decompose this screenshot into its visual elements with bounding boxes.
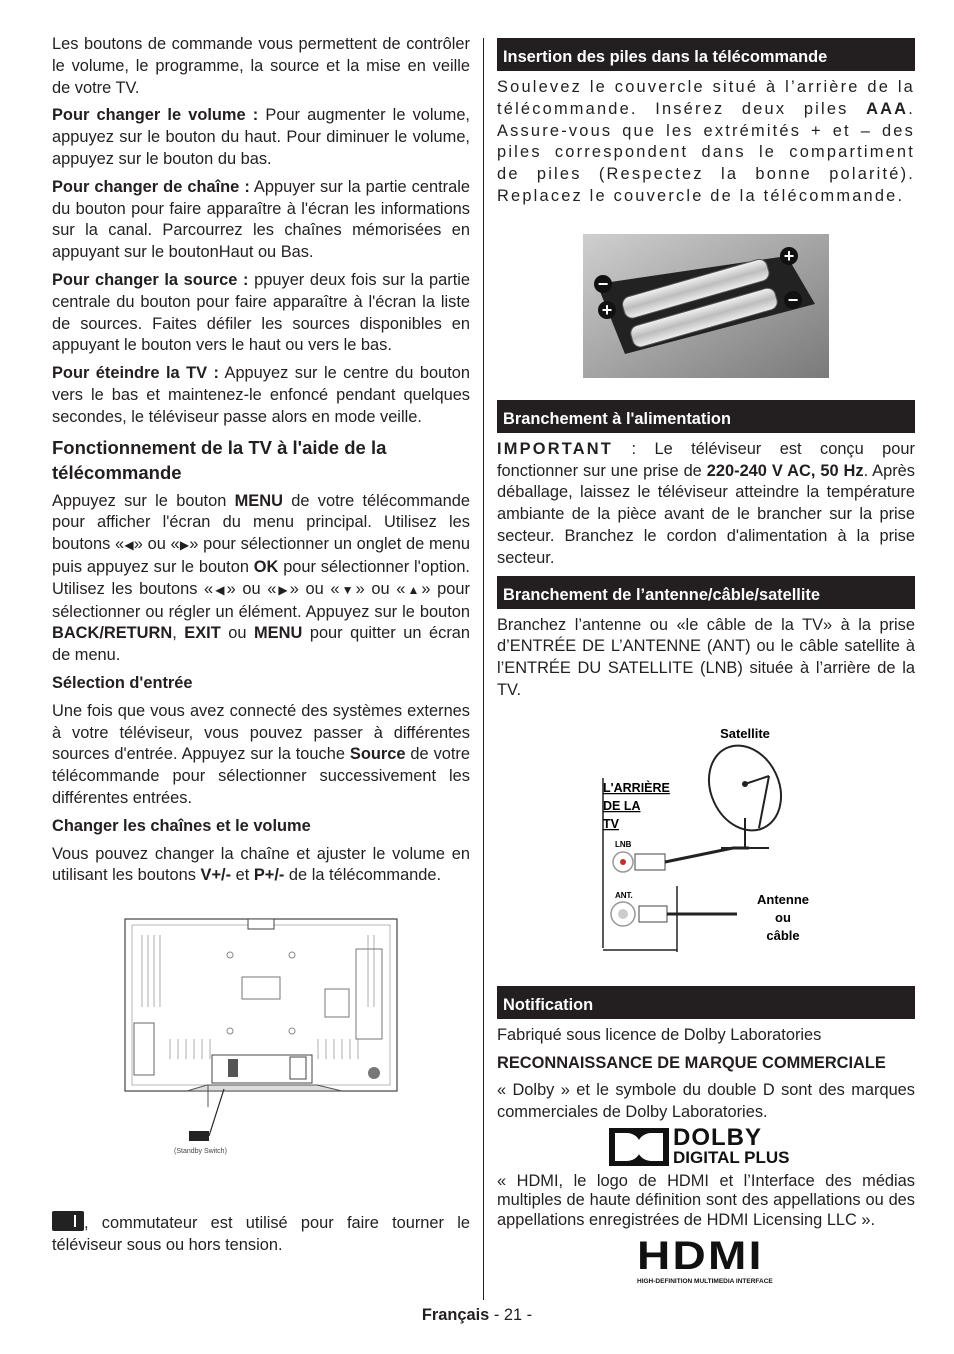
battery-illustration <box>497 234 915 384</box>
right-column <box>497 38 915 1290</box>
standby-switch-label: (Standby Switch) <box>174 1148 227 1156</box>
plus-icon: + <box>601 299 613 320</box>
power-switch-icon <box>52 1211 84 1231</box>
switch-paragraph: , commutateur est utilisé pour faire tourner le téléviseur sous ou hors tension. <box>52 1211 470 1257</box>
antenna-connection-diagram <box>497 718 915 978</box>
dolby-logo <box>609 1123 809 1168</box>
trademark-heading: RECONNAISSANCE DE MARQUE COMMERCIALE <box>497 1053 886 1072</box>
column-divider <box>483 38 484 1300</box>
dolby-trademark-text: « Dolby » et le symbole du double D sont des marques commerciales de Dolby Laboratories. <box>497 1081 915 1122</box>
rear-tv-label-2: DE LA <box>603 798 641 813</box>
battery-figure <box>497 234 915 384</box>
footer-page-number: - 21 - <box>489 1306 533 1324</box>
battery-section-header: Insertion des piles dans la télécommande <box>497 38 915 71</box>
menu-paragraph: Appuyez sur le bouton MENU de votre télécommande pour afficher l'écran du menu principal. Utilisez les boutons «◀» ou «▶» pour sélectionner un onglet de menu puis appuyez sur le bouton OK pour sélectionner l'option. Utilisez les boutons «◀» ou «▶» ou «▼» ou «▲» pour sélectionner ou régler un élément. Appuyez sur le bouton BACK/RETURN, EXIT ou MENU pour quitter un écran de menu. <box>52 491 471 665</box>
antenna-label-1: Antenne <box>757 891 809 907</box>
ant-port-label: ANT. <box>615 890 633 900</box>
plus-icon: + <box>783 245 795 266</box>
channel-volume-paragraph: Vous pouvez changer la chaîne et ajuster le volume en utilisant les boutons V+/- et P+/- de la télécommande. <box>52 844 470 885</box>
channel-paragraph: Pour changer de chaîne : Appuyer sur la partie centrale du bouton pour faire apparaître à l'écran les informations sur la canal. Parcourrez les chaînes mémorisées en appuyant sur le boutonHaut ou Bas. <box>52 177 470 262</box>
notification-section-header: Notification <box>497 986 915 1019</box>
intro-paragraph: Les boutons de commande vous permettent de contrôler le volume, le programme, la source et la mise en veille de votre TV. <box>52 35 470 97</box>
lnb-port-label: LNB <box>615 839 632 849</box>
page-footer <box>0 1306 954 1325</box>
antenna-label-3: câble <box>766 927 800 943</box>
antenna-paragraph: Branchez l’antenne ou «le câble de la TV» à la prise d’ENTRÉE DE L’ANTENNE (ANT) ou le câble satellite à l’ENTRÉE DU SATELLITE (LNB) située à l’arrière de la TV. <box>497 615 915 699</box>
left-column <box>52 34 470 1263</box>
double-d-icon <box>609 1128 669 1166</box>
battery-paragraph: Soulevez le couvercle situé à l’arrière de la télécommande. Insérez deux piles AAA. Assure-vous que les extrémités + et – des piles correspondent dans le compartiment de piles (Respectez la bonne polarité). Replacez le couvercle de la télécommande. <box>497 78 915 205</box>
volume-paragraph: Pour changer le volume : Pour augmenter le volume, appuyez sur le bouton du haut. Pour diminuer le volume, appuyez sur le bouton du bas. <box>52 106 470 168</box>
tv-rear-illustration <box>52 911 470 1211</box>
dolby-license-text: Fabriqué sous licence de Dolby Laboratories <box>497 1025 822 1044</box>
remote-heading: Fonctionnement de la TV à l'aide de la télécommande <box>52 436 387 483</box>
left-arrow-icon: ◀ <box>213 582 227 597</box>
hdmi-logo <box>637 1236 777 1290</box>
power-off-paragraph: Pour éteindre la TV : Appuyez sur le centre du bouton vers le bas et maintenez-le enfoncé pendant quelques secondes, le téléviseur passe alors en mode veille. <box>52 364 470 426</box>
dolby-wordmark: DOLBY <box>673 1123 762 1151</box>
input-selection-paragraph: Une fois que vous avez connecté des systèmes externes à votre téléviseur, vous pouvez passer à différentes sources d'entrée. Appuyez sur la touche Source de votre télécommande pour sélectionner successivement les différentes entrées. <box>52 701 471 807</box>
up-arrow-icon: ▲ <box>405 582 422 597</box>
input-selection-heading: Sélection d'entrée <box>52 673 193 692</box>
hdmi-tagline: HIGH-DEFINITION MULTIMEDIA INTERFACE <box>637 1278 773 1286</box>
antenna-diagram <box>497 718 915 978</box>
rear-tv-label-3: TV <box>603 816 619 831</box>
antenna-section-header: Branchement de l’antenne/câble/satellite <box>497 576 915 609</box>
dolby-digital-plus: DIGITAL PLUS <box>673 1147 790 1167</box>
down-arrow-icon: ▼ <box>339 582 356 597</box>
source-paragraph: Pour changer la source : ppuyer deux fois sur la partie centrale du bouton pour faire apparaître à l'écran la liste de sources. Faites défiler les sources disponibles en appuyant le bouton vers le haut ou vers le bas. <box>52 270 470 355</box>
rear-tv-label-1: L'ARRIÈRE <box>603 780 670 795</box>
footer-language: Français <box>421 1306 490 1324</box>
minus-icon: − <box>787 289 799 310</box>
hdmi-wordmark: HDMI <box>637 1234 764 1279</box>
tv-rear-figure <box>52 911 470 1211</box>
power-section-header: Branchement à l'alimentation <box>497 400 915 433</box>
hdmi-trademark-text: « HDMI, le logo de HDMI et l’Interface des médias multiples de haute définition sont des appellations ou des appellations enregistrées de HDMI Licensing LLC ». <box>497 1171 915 1229</box>
power-paragraph: IMPORTANT : Le téléviseur est conçu pour fonctionner sur une prise de 220-240 V AC, 50 Hz. Après déballage, laissez le téléviseur atteindre la température ambiante de la pièce avant de le brancher sur la prise secteur. Branchez le cordon d'alimentation à la prise secteur. <box>497 439 915 567</box>
channel-volume-heading: Changer les chaînes et le volume <box>52 816 311 835</box>
antenna-label-2: ou <box>775 909 791 925</box>
left-arrow-icon: ◀ <box>124 538 134 553</box>
right-arrow-icon: ▶ <box>179 538 190 553</box>
minus-icon: − <box>597 273 609 294</box>
satellite-label: Satellite <box>720 725 770 741</box>
right-arrow-icon: ▶ <box>276 582 290 597</box>
